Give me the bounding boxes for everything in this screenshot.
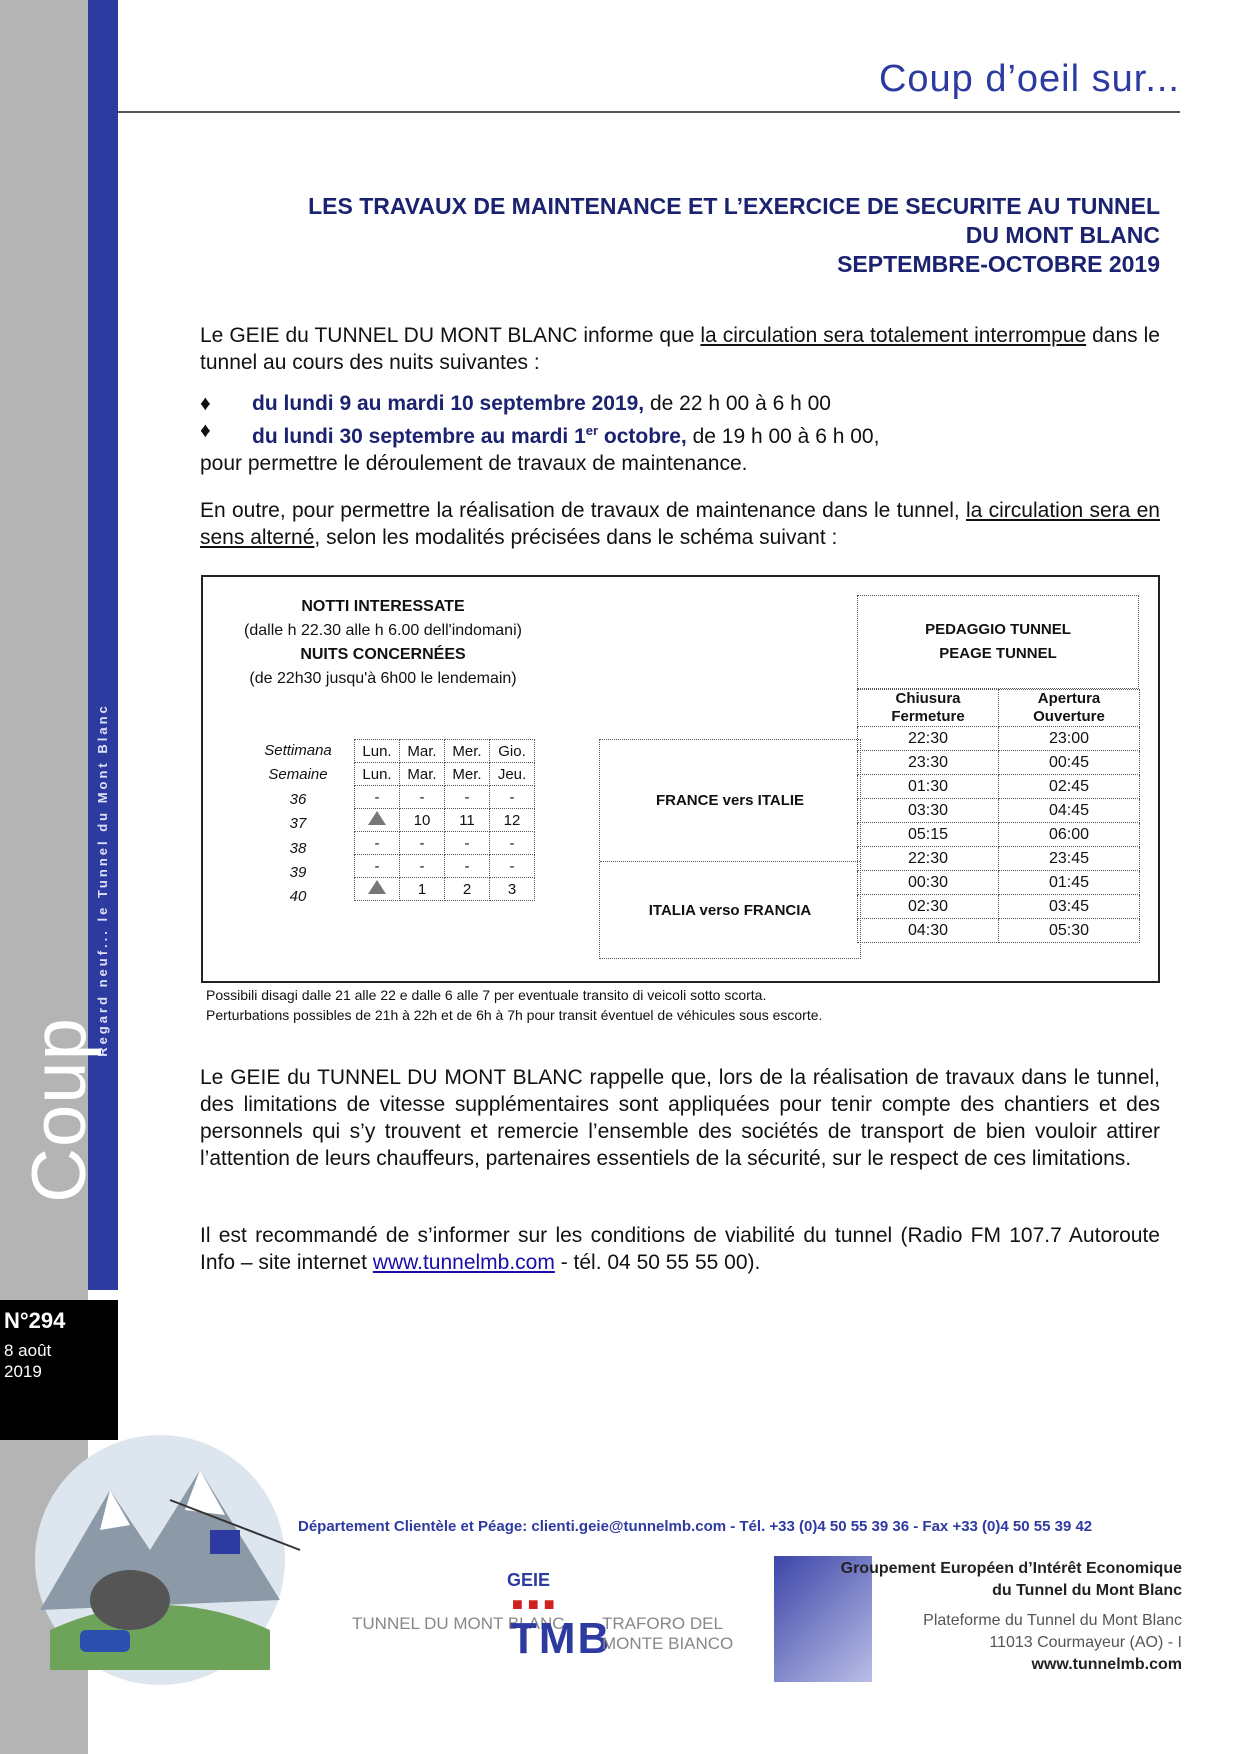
day-header: Lun. [355,740,400,763]
week-label: 40 [289,888,307,906]
nights-block [233,595,533,691]
calendar-cell: - [445,855,490,878]
warning-triangle-icon [368,811,386,825]
week-labels [258,739,338,910]
day-header: Mer. [445,740,490,763]
closing-time: 22:30 [858,727,999,751]
paragraph-2 [200,497,1160,551]
calendar-cell: - [355,786,400,809]
calendar-row [355,809,535,832]
calendar-cell: - [400,786,445,809]
bullet-bold: du lundi 30 septembre au mardi 1 [252,425,586,448]
calendar-cell: 11 [445,809,490,832]
day-header: Mer. [445,763,490,786]
calendar-cell: - [445,832,490,855]
para2-underlined: la circulation sera en sens alterné [200,499,1160,549]
title-line: DU MONT BLANC [965,222,1160,248]
bullet-list [200,390,1160,477]
opening-time: 01:45 [999,871,1140,895]
calendar-header-fr [355,763,535,786]
toll-header [857,595,1139,689]
issue-box [0,1300,118,1440]
nights-fr-title: NUITS CONCERNÉES [300,646,466,663]
toll-col-headers [858,690,1140,727]
direction-label: ITALIA verso FRANCIA [648,901,812,919]
calendar-cell: 3 [490,878,535,901]
calendar-cell: - [490,786,535,809]
closing-header [858,690,999,727]
closing-time: 22:30 [858,847,999,871]
day-header: Gio. [490,740,535,763]
issue-date [4,1340,51,1382]
bullet-sup: er [585,423,599,438]
toll-row [858,847,1140,871]
header-divider [118,111,1180,113]
calendar-cell: - [490,832,535,855]
mountain-illustration [10,1430,310,1690]
day-header: Mar. [400,740,445,763]
week-label: 36 [289,790,307,808]
toll-table [857,689,1140,943]
para2-text-end: , selon les modalités précisées dans le schéma suivant : [314,526,838,549]
nights-it-title: NOTTI INTERESSATE [301,598,465,615]
nights-fr-sub: (de 22h30 jusqu'à 6h00 le lendemain) [249,670,517,687]
closing-time: 02:30 [858,895,999,919]
title-line: LES TRAVAUX DE MAINTENANCE ET L’EXERCICE DE SECURITE AU TUNNEL [308,193,1160,219]
toll-row [858,799,1140,823]
closing-time: 23:30 [858,751,999,775]
paragraph-4 [200,1222,1160,1276]
toll-row [858,871,1140,895]
schedule-schema [201,575,1160,983]
para4-text-end: - tél. 04 50 55 55 00). [554,1251,761,1274]
page-title [200,192,1160,279]
closing-it: Chiusura [895,690,961,707]
opening-time: 06:00 [999,823,1140,847]
week-label: Semaine [268,766,328,784]
issue-date-line1: 8 août [4,1341,52,1360]
direction-box [599,739,861,959]
calendar-table [354,739,535,901]
opening-time: 05:30 [999,919,1140,943]
bullet-item [200,390,1160,417]
opening-time: 04:45 [999,799,1140,823]
logo-left-text: TUNNEL DU MONT BLANC [352,1614,565,1633]
footnote-fr: Perturbations possibles de 21h à 22h et de 6h à 7h pour transit éventuel de véhicules sous escorte. [206,1007,823,1023]
calendar-cell: - [400,832,445,855]
calendar-header-it [355,740,535,763]
para2-text: En outre, pour permettre la réalisation de travaux de maintenance dans le tunnel, [200,499,966,522]
org-website: www.tunnelmb.com [1031,1656,1182,1673]
calendar-row [355,878,535,901]
bullet-rest: de 19 h 00 à 6 h 00, [686,425,880,448]
toll-row [858,919,1140,943]
week-label: 38 [289,839,307,857]
calendar-cell: - [445,786,490,809]
toll-row [858,895,1140,919]
week-label: 39 [289,863,307,881]
intro-text-end: dans le tunnel au cours des nuits suivantes : [200,324,1160,374]
toll-title-fr: PEAGE TUNNEL [939,645,1057,662]
sidebar-subtitle: Regard neuf... le Tunnel du Mont Blanc [95,703,110,1057]
opening-time: 23:00 [999,727,1140,751]
opening-time: 02:45 [999,775,1140,799]
calendar-cell: - [355,855,400,878]
footer-contact: Département Clientèle et Péage: clienti.geie@tunnelmb.com - Tél. +33 (0)4 50 55 39 36 - Fax +33 (0)4 50 55 39 42 [298,1518,1093,1535]
calendar-cell [355,809,400,832]
bullet-item [200,417,1160,450]
sidebar-title: Coup d’oeil [17,1017,202,1203]
diamond-icon: ♦ [200,392,211,415]
opening-header [999,690,1140,727]
org-line2: du Tunnel du Mont Blanc [992,1582,1182,1599]
day-header: Jeu. [490,763,535,786]
geie-tmb-logo [352,1570,752,1680]
logo-dots-icon: ■ ■ ■ [512,1594,555,1614]
org-address2: 11013 Courmayeur (AO) - I [989,1634,1182,1651]
logo-tmb: TMB [510,1614,612,1663]
toll-row [858,751,1140,775]
calendar-cell: 2 [445,878,490,901]
calendar-cell: - [355,832,400,855]
calendar-cell [355,878,400,901]
warning-triangle-icon [368,880,386,894]
issue-number: N°294 [4,1308,66,1333]
closing-time: 05:15 [858,823,999,847]
direction-france-italie [600,740,860,862]
day-header: Mar. [400,763,445,786]
direction-label: FRANCE vers ITALIE [655,792,805,809]
closing-time: 03:30 [858,799,999,823]
bullet-after: pour permettre le déroulement de travaux de maintenance. [200,452,748,475]
calendar-row [355,786,535,809]
logo-geie: GEIE [507,1570,551,1590]
toll-title-it: PEDAGGIO TUNNEL [925,621,1071,638]
calendar-cell: 1 [400,878,445,901]
opening-time: 00:45 [999,751,1140,775]
calendar-cell: 12 [490,809,535,832]
direction-italia-francia [600,862,860,958]
closing-time: 00:30 [858,871,999,895]
org-address1: Plateforme du Tunnel du Mont Blanc [923,1612,1182,1629]
org-line1: Groupement Européen d’Intérêt Economique [840,1560,1182,1577]
closing-time: 04:30 [858,919,999,943]
calendar-cell: - [490,855,535,878]
nights-it-sub: (dalle h 22.30 alle h 6.00 dell'indomani) [244,622,522,639]
paragraph-3: Le GEIE du TUNNEL DU MONT BLANC rappelle que, lors de la réalisation de travaux dans le tunnel, des limitations de vitesse supplémentaires sont appliquées pour tenir compte des chantiers et des personnels qui s’y trouvent et remercie l’ensemble des sociétés de transport de bien vouloir attirer l’attention de leurs chauffeurs, partenaires essentiels de la sécurité, sur le respect de ces limitations. [200,1066,1160,1170]
header-brand: Coup d’oeil sur... [878,58,1180,100]
opening-time: 03:45 [999,895,1140,919]
opening-it: Apertura [1037,690,1101,707]
toll-row [858,727,1140,751]
calendar-cell: 10 [400,809,445,832]
title-line: SEPTEMBRE-OCTOBRE 2019 [837,251,1160,277]
closing-time: 01:30 [858,775,999,799]
footnote-it: Possibili disagi dalle 21 alle 22 e dalle 6 alle 7 per eventuale transito di veicoli sotto scorta. [206,987,767,1003]
calendar-row [355,855,535,878]
website-link[interactable]: www.tunnelmb.com [372,1251,555,1274]
intro-underlined: la circulation sera totalement interrompue [700,324,1087,347]
day-header: Lun. [355,763,400,786]
intro-text: Le GEIE du TUNNEL DU MONT BLANC informe que [200,324,701,347]
toll-row [858,775,1140,799]
issue-date-line2: 2019 [4,1362,42,1381]
para4-text: Il est recommandé de s’informer sur les conditions de viabilité du tunnel (Radio FM 107.7 Autoroute Info – site internet [200,1224,1160,1274]
intro-paragraph [200,322,1160,376]
footnotes [206,985,822,1025]
bullet-rest: de 22 h 00 à 6 h 00 [644,392,831,415]
calendar-row [355,832,535,855]
week-label: 37 [289,815,307,833]
logo-right-text: TRAFORO DEL MONTE BIANCO [602,1614,734,1653]
bullet-bold: du lundi 9 au mardi 10 septembre 2019, [252,392,645,415]
closing-fr: Fermeture [891,708,965,725]
bullet-bold: octobre, [598,425,687,448]
toll-row [858,823,1140,847]
org-block [841,1558,1182,1676]
opening-time: 23:45 [999,847,1140,871]
diamond-icon: ♦ [200,419,211,442]
calendar-cell: - [400,855,445,878]
week-label: Settimana [264,742,332,759]
opening-fr: Ouverture [1033,708,1105,725]
